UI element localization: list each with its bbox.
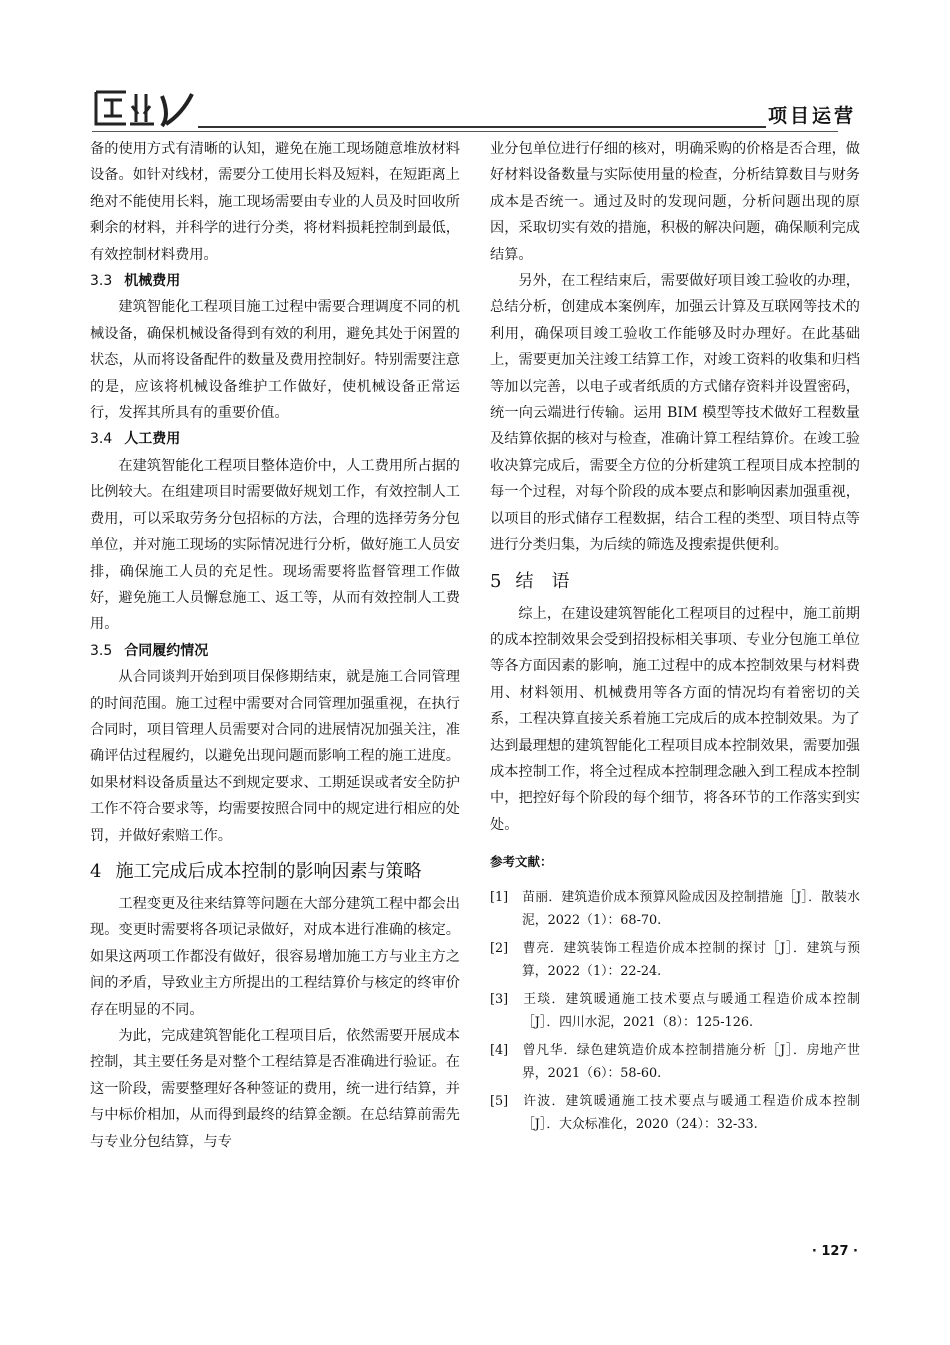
section-heading-3-5: 3.5 合同履约情况 <box>90 642 209 659</box>
section-heading-5: 5 结 语 <box>490 570 570 592</box>
paragraph: 在建筑智能化工程项目整体造价中，人工费用所占据的比例较大。在组建项目时需要做好规划工作，有效控制人工费用，可以采取劳务分包招标的方法，合理的选择劳务分包单位，并对施工现场的实际情况进行分析，做好施工人员安排，确保施工人员的充足性。现场需要将监督管理工作做好，避免施工人员懈怠施工、返工等，从而有效控制人工费用。 <box>90 457 460 633</box>
reference-item: [5] 许波．建筑暖通施工技术要点与暖通工程造价成本控制［J］．大众标准化，2020（24）：32-33. <box>490 1094 860 1133</box>
paragraph: 为此，完成建筑智能化工程项目后，依然需要开展成本控制，其主要任务是对整个工程结算是否准确进行验证。在这一阶段，需要整理好各种签证的费用，统一进行结算，并与中标价相加，从而得到最终的结算金额。在总结算前需先与专业分包结算，与专 <box>90 1028 460 1150</box>
reference-item: [2] 曹亮．建筑装饰工程造价成本控制的探讨［J］．建筑与预算，2022（1）：22-24. <box>490 941 860 980</box>
section-tag: 项目运营 <box>766 101 858 128</box>
left-column <box>90 136 460 1155</box>
header-rule <box>198 126 838 128</box>
paragraph: 建筑智能化工程项目施工过程中需要合理调度不同的机械设备，确保机械设备得到有效的利用，避免其处于闲置的状态，从而将设备配件的数量及费用控制好。特别需要注意的是，应该将机械设备维护工作做好，使机械设备正常运行，发挥其所具有的重要价值。 <box>90 299 460 422</box>
references-list <box>490 886 860 1136</box>
journal-logo <box>92 86 204 130</box>
section-heading-3-4: 3.4 人工费用 <box>90 431 181 448</box>
reference-item: [4] 曾凡华．绿色建筑造价成本控制措施分析［J］．房地产世界，2021（6）：58-60. <box>490 1043 860 1082</box>
reference-item: [3] 王琰．建筑暖通施工技术要点与暖通工程造价成本控制［J］．四川水泥，2021（8）：125-126. <box>490 992 860 1031</box>
page-number: · 127 · <box>811 1244 858 1259</box>
references-title: 参考文献： <box>490 854 553 870</box>
reference-item: [1] 苗丽．建筑造价成本预算风险成因及控制措施［J］．散装水泥，2022（1）：68-70. <box>490 890 860 929</box>
right-column <box>490 136 860 1141</box>
paragraph: 工程变更及往来结算等问题在大部分建筑工程中都会出现。变更时需要将各项记录做好，对成本进行准确的核定。如果这两项工作都没有做好，很容易增加施工方与业主方之间的矛盾，导致业主方所提出的工程结算价与核定的终审价存在明显的不同。 <box>90 895 460 1018</box>
paragraph: 业分包单位进行仔细的核对，明确采购的价格是否合理，做好材料设备数量与实际使用量的检查，分析结算数目与财务成本是否统一。通过及时的发现问题，分析问题出现的原因，采取切实有效的措施，积极的解决问题，确保顺利完成结算。 <box>490 141 860 263</box>
section-heading-4: 4 施工完成后成本控制的影响因素与策略 <box>90 860 422 882</box>
paragraph: 另外，在工程结束后，需要做好项目竣工验收的办理，总结分析，创建成本案例库，加强云计算及互联网等技术的利用，确保项目竣工验收工作能够及时办理好。在此基础上，需要更加关注竣工结算工作，对竣工资料的收集和归档等加以完善，以电子或者纸质的方式储存资料并设置密码，统一向云端进行传输。运用 BIM 模型等技术做好工程数量及结算依据的核对与检查，准确计算工程结算价。在竣工验收决算完成后，需要全方位的分析建筑工程项目成本控制的每一个过程，对每个阶段的成本要点和影响因素加强重视，以项目的形式储存工程数据，结合工程的类型、项目特点等进行分类归集，为后续的筛选及搜索提供便利。 <box>490 273 860 554</box>
paragraph: 从合同谈判开始到项目保修期结束，就是施工合同管理的时间范围。施工过程中需要对合同管理加强重视，在执行合同时，项目管理人员需要对合同的进展情况加强关注，准确评估过程履约，以避免出现问题而影响工程的施工进度。如果材料设备质量达不到规定要求、工期延误或者安全防护工作不符合要求等，均需要按照合同中的规定进行相应的处罚，并做好索赔工作。 <box>90 669 460 844</box>
header-rule-thin <box>92 131 838 132</box>
paragraph: 备的使用方式有清晰的认知，避免在施工现场随意堆放材料设备。如针对线材，需要分工使用长料及短料，在短距离上绝对不能使用长料，施工现场需要由专业的人员及时回收所剩余的材料，并科学的进行分类，将材料损耗控制到最低，有效控制材料费用。 <box>90 141 460 263</box>
section-heading-3-3: 3.3 机械费用 <box>90 273 181 290</box>
paragraph: 综上，在建设建筑智能化工程项目的过程中，施工前期的成本控制效果会受到招投标相关事项、专业分包施工单位等各方面因素的影响，施工过程中的成本控制效果与材料费用、材料领用、机械费用等各方面的情况均有着密切的关系，工程决算直接关系着施工完成后的成本控制效果。为了达到最理想的建筑智能化工程项目成本控制效果，需要加强成本控制工作，将全过程成本控制理念融入到工程成本控制中，把控好每个阶段的每个细节，将各环节的工作落实到实处。 <box>490 605 860 833</box>
